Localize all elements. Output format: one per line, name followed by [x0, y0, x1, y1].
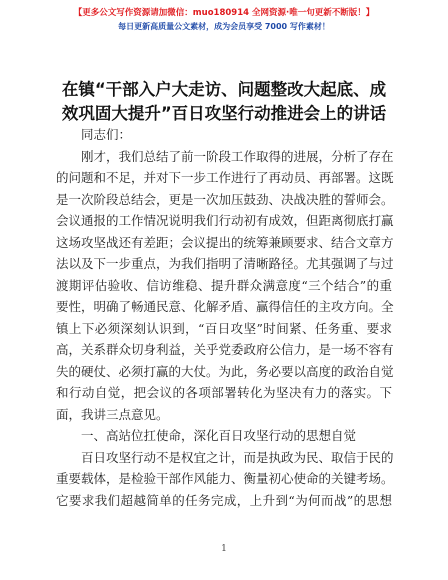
paragraph-line: 法以及下一步重点，为我们指明了清晰路径。尤其强调了与过 [56, 256, 394, 271]
document-title [40, 78, 408, 126]
document-body [56, 124, 392, 511]
paragraph-line: 刚才，我们总结了前一阶段工作取得的进展，分析了存在 [81, 148, 394, 164]
paragraph-line: 渡期评估验收、信访维稳、提升群众满意度“三个结合”的重 [56, 277, 392, 293]
promo-banner-line-1: 【更多公文写作资源请加微信：muo180914 全网资源·唯一句更新不断版！】 [73, 8, 375, 18]
paragraph-line: 重要载体，是检验干部作风能力、衡量初心使命的关键考场。 [56, 471, 394, 486]
paragraph-line: 镇上下必须深刻认识到，“百日攻坚”时间紧、任务重、要求 [56, 320, 392, 336]
salutation: 同志们： [81, 127, 132, 142]
paragraph-line: 是一次阶段总结会，更是一次加压鼓劲、决战决胜的誓师会。 [56, 191, 394, 207]
paragraph-line: 失的硬仗、必须打赢的大仗。为此，务必要以高度的政治自觉 [56, 363, 394, 379]
promo-banner [0, 6, 448, 34]
promo-banner-line-2: 每日更新高质量公文素材，成为会员享受 7000 写作素材！ [118, 22, 330, 31]
paragraph-line: 的问题和不足，并对下一步工作进行了再动员、再部署。这既 [56, 170, 394, 185]
paragraph-line: 百日攻坚行动不是权宜之计，而是执政为民、取信于民的 [81, 449, 394, 465]
paragraph-line: 要性，明确了畅通民意、化解矛盾、赢得信任的主攻方向。全 [56, 299, 394, 314]
paragraph-line: 会议通报的工作情况说明我们行动初有成效，但距离彻底打赢 [56, 213, 394, 228]
title-line-2: 效巩固大提升”百日攻坚行动推进会上的讲话 [61, 104, 387, 123]
section-heading: 一、高站位扛使命，深化百日攻坚行动的思想自觉 [81, 428, 357, 443]
paragraph-line: 面，我讲三点意见。 [56, 406, 169, 422]
paragraph-line: 和行动自觉，把会议的各项部署转化为坚决有力的落实。下 [56, 385, 392, 400]
paragraph-line: 它要求我们超越简单的任务完成，上升到“为何而战”的思想 [56, 492, 392, 508]
paragraph-line: 高，关系群众切身利益，关乎党委政府公信力，是一场不容有 [56, 342, 394, 357]
title-line-1: 在镇“干部入户大走访、问题整改大起底、成 [61, 80, 387, 99]
page-number: 1 [221, 544, 227, 554]
paragraph-line: 这场攻坚战还有差距；会议提出的统筹兼顾要求、结合文章方 [56, 234, 394, 250]
